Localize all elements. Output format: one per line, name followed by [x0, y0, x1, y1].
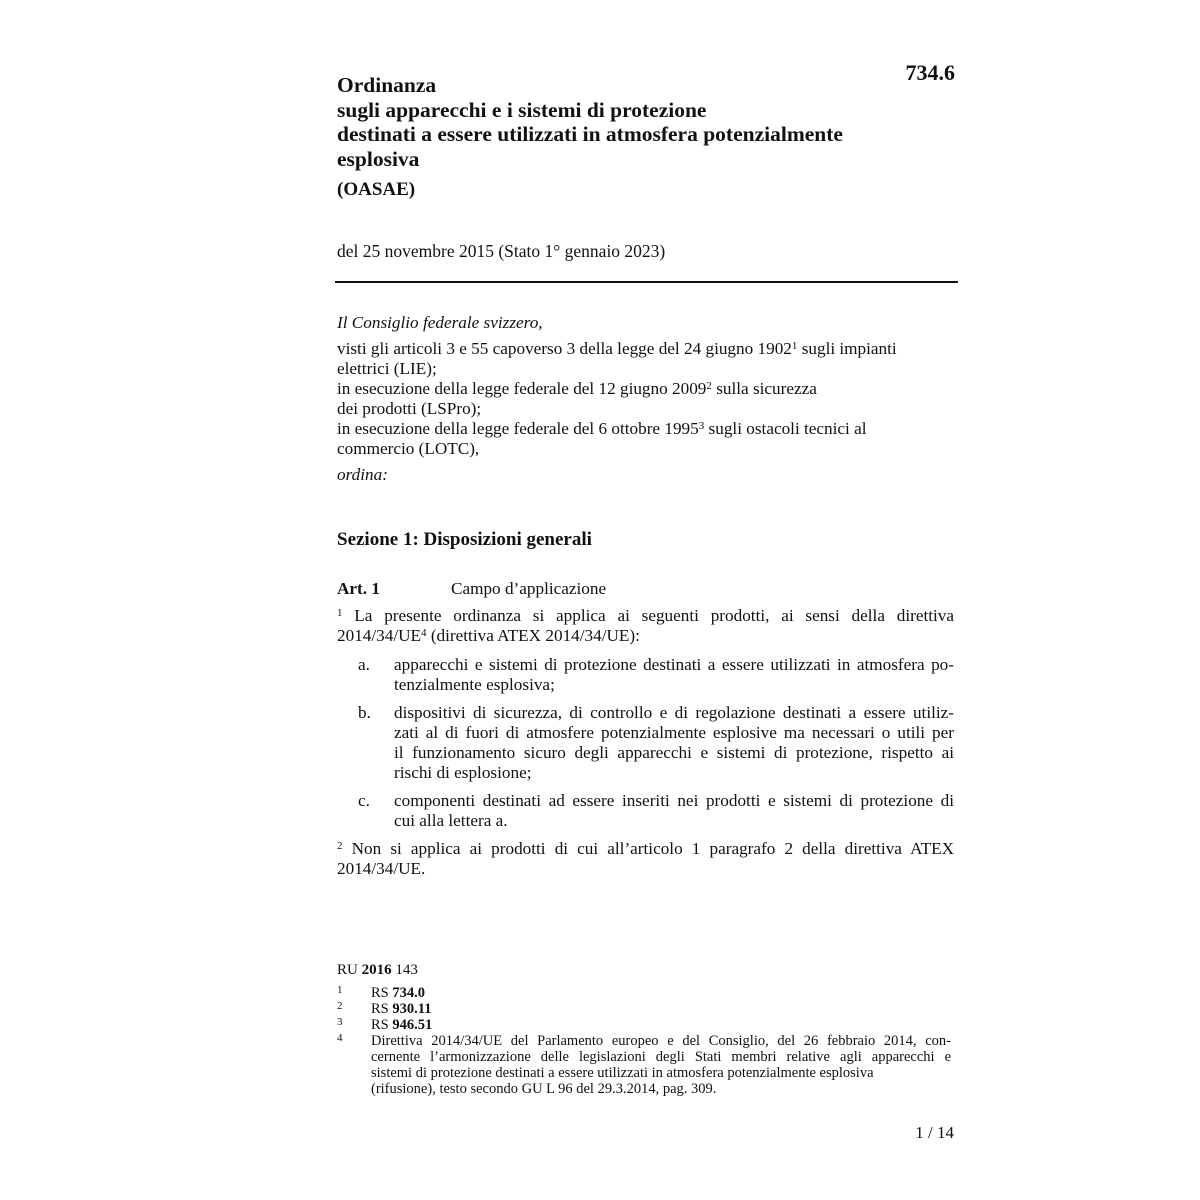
article-number: Art. 1	[337, 579, 380, 598]
paragraph-line: $^2$ Non si applica ai prodotti di cui all’articolo 1 paragrafo 2 della direttiva ATEX	[337, 839, 955, 858]
footnote: RS 734.0	[371, 985, 425, 1001]
paragraph-number: 1	[337, 607, 343, 619]
title-line: Ordinanza	[337, 73, 437, 97]
article-paragraph-1	[337, 606, 954, 646]
preamble-line: in esecuzione della legge federale del 12 giugno 2009$^2$ sulla sicurezza	[337, 379, 817, 398]
paragraph-line: 2014/34/UE.	[337, 859, 426, 878]
document-date: del 25 novembre 2015 (Stato 1° gennaio 2023)	[337, 241, 666, 261]
preamble-line: commercio (LOTC),	[337, 439, 480, 458]
footnote: Direttiva 2014/34/UE del Parlamento europeo e del Consiglio, del 26 febbraio 2014, con- cernente l’armonizzazione delle legislazioni degli Stati membri relative agli apparecchi e sistemi di protezione destinati a essere utilizzati in atmosfera potenzialmente esplosiva (rifusione), testo secondo GU L 96 del 29.3.2014, pag. 309.	[371, 1033, 951, 1097]
footnote-ref[interactable]: 2	[706, 380, 712, 392]
title-line: esplosiva	[337, 146, 420, 171]
paragraph-number: 2	[337, 840, 343, 852]
footnote-ref[interactable]: 1	[791, 340, 798, 352]
preamble-council: Il Consiglio federale svizzero,	[337, 313, 543, 332]
paragraph-line: $^1$ La presente ordinanza si applica ai seguenti prodotti, ai sensi della direttiva	[337, 606, 955, 625]
footnote-number: 3	[337, 1016, 343, 1028]
list-item: apparecchi e sistemi di protezione destinati a essere utilizzati in atmosfera po- tenzialmente esplosiva;	[394, 655, 954, 694]
list-marker: b.	[358, 703, 371, 722]
footnote-number: 4	[337, 1032, 343, 1044]
document-abbreviation: (OASAE)	[337, 179, 416, 200]
preamble-line: visti gli articoli 3 e 55 capoverso 3 della legge del 24 giugno 1902$^1$ sugli impianti	[337, 339, 897, 358]
paragraph-line: $2014/34/UE^4$ (direttiva ATEX 2014/34/UE):	[337, 626, 640, 645]
preamble	[337, 313, 957, 485]
list-marker: c.	[358, 791, 370, 810]
footnote-number: 2	[337, 1000, 343, 1012]
footnote-ref[interactable]: 4	[421, 627, 427, 639]
footnote: RS 930.11	[371, 1001, 432, 1017]
title-line: sugli apparecchi e i sistemi di protezione	[337, 97, 707, 122]
preamble-order: ordina:	[337, 465, 388, 484]
preamble-line: elettrici (LIE);	[337, 359, 437, 378]
article-title: Campo d’applicazione	[451, 579, 607, 598]
article-paragraph-2	[337, 839, 954, 879]
footnote: RS 946.51	[371, 1017, 433, 1033]
footnote-ref[interactable]: 3	[698, 420, 705, 432]
header-divider	[335, 281, 958, 283]
footnote-number: 1	[337, 984, 343, 996]
page-number: 1 / 14	[915, 1123, 954, 1142]
preamble-line: dei prodotti (LSPro);	[337, 399, 482, 418]
document-code: 734.6	[905, 60, 955, 85]
list-marker: a.	[358, 655, 370, 674]
list-item: componenti destinati ad essere inseriti nei prodotti e sistemi di protezione di cui alla lettera a.	[394, 791, 954, 830]
list-item: dispositivi di sicurezza, di controllo e di regolazione destinati a essere utiliz- zati al di fuori di atmosfere potenzialmente esplosive ma necessari o utili per il funzionamento sicuro degli apparecchi e sistemi di protezione, rispetto ai rischi di esplosione;	[394, 703, 954, 782]
official-collection-ref: RU 2016 143	[337, 962, 418, 978]
section-title: Sezione 1: Disposizioni generali	[337, 529, 592, 550]
preamble-line: in esecuzione della legge federale del 6 ottobre 1995$^3$ sugli ostacoli tecnici al	[337, 419, 867, 438]
document-title	[337, 73, 897, 171]
title-line: destinati a essere utilizzati in atmosfera potenzialmente	[337, 122, 843, 146]
